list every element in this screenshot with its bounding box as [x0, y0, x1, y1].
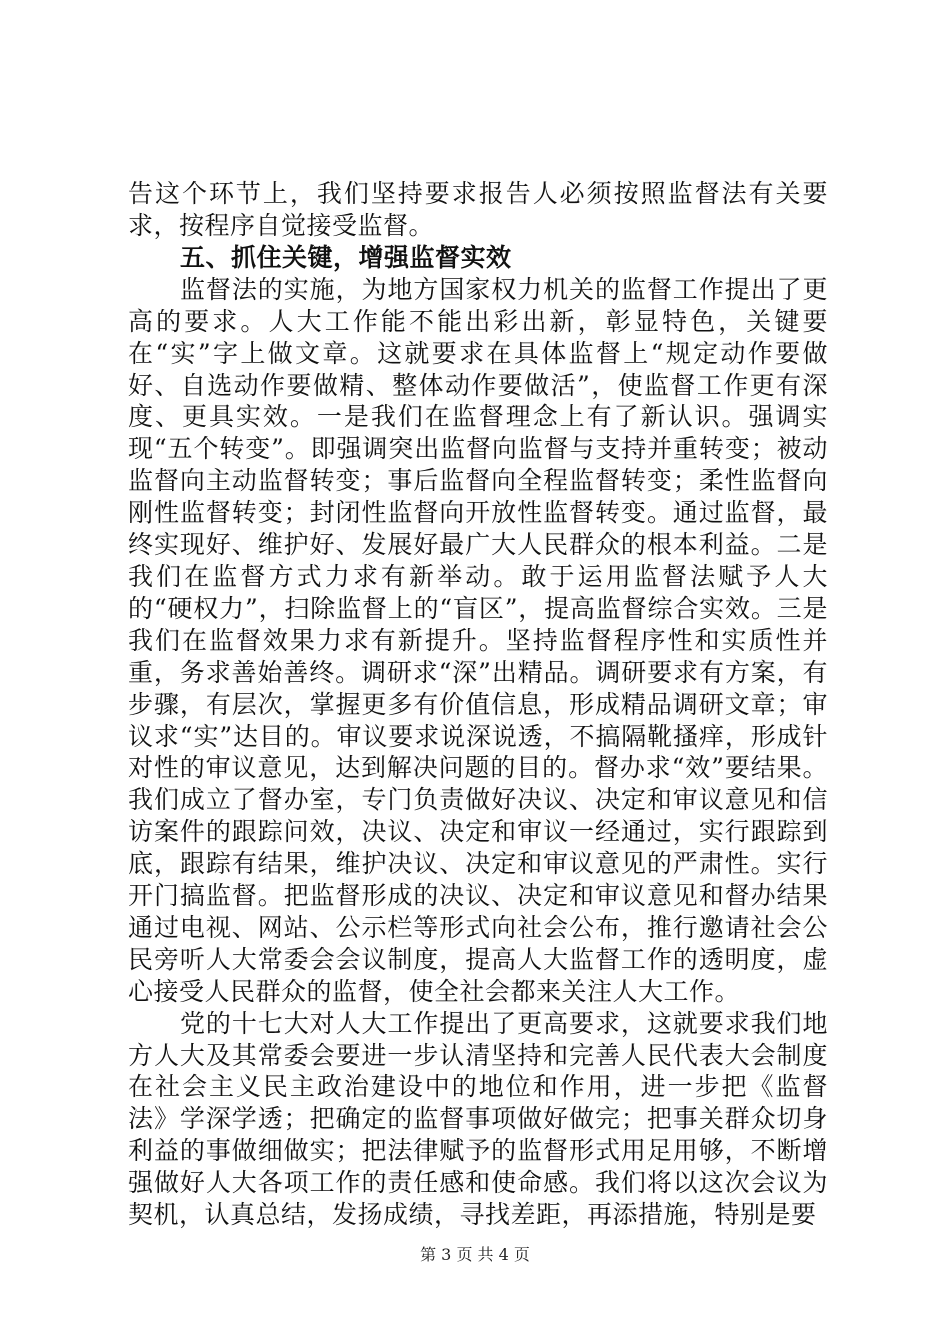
page-number-label: 第 3 页 共 4 页	[420, 1245, 530, 1264]
paragraph-body: 监督法的实施，为地方国家权力机关的监督工作提出了更高的要求。人大工作能不能出彩出新，彰显特色，关键要在“实”字上做文章。这就要求在具体监督上“规定动作要做好、自选动作要做精、整体动作要做活”，使监督工作更有深度、更具实效。一是我们在监督理念上有了新认识。强调实现“五个转变”。即强调突出监督向监督与支持并重转变；被动监督向主动监督转变；事后监督向全程监督转变；柔性监督向刚性监督转变；封闭性监督向开放性监督转变。通过监督，最终实现好、维护好、发展好最广大人民群众的根本利益。二是我们在监督方式力求有新举动。敢于运用监督法赋予人大的“硬权力”，扫除监督上的“盲区”，提高监督综合实效。三是我们在监督效果力求有新提升。坚持监督程序性和实质性并重，务求善始善终。调研求“深”出精品。调研要求有方案，有步骤，有层次，掌握更多有价值信息，形成精品调研文章；审议求“实”达目的。审议要求说深说透，不搞隔靴搔痒，形成针对性的审议意见，达到解决问题的目的。督办求“效”要结果。我们成立了督办室，专门负责做好决议、决定和审议意见和信访案件的跟踪问效，决议、决定和审议一经通过，实行跟踪到底，跟踪有结果，维护决议、决定和审议意见的严肃性。实行开门搞监督。把监督形成的决议、决定和审议意见和督办结果通过电视、网站、公示栏等形式向社会公布，推行邀请社会公民旁听人大常委会会议制度，提高人大监督工作的透明度，虚心接受人民群众的监督，使全社会都来关注人大工作。	[128, 274, 828, 1006]
document-body	[128, 178, 828, 1231]
paragraph-body: 党的十七大对人大工作提出了更高要求，这就要求我们地方人大及其常委会要进一步认清坚持和完善人民代表大会制度在社会主义民主政治建设中的地位和作用，进一步把《监督法》学深学透；把确定的监督事项做好做完；把事关群众切身利益的事做细做实；把法律赋予的监督形式用足用够，不断增强做好人大各项工作的责任感和使命感。我们将以这次会议为契机，认真总结，发扬成绩，寻找差距，再添措施，特别是要	[128, 1008, 828, 1230]
page-footer	[0, 1245, 950, 1265]
section-heading: 五、抓住关键，增强监督实效	[180, 242, 512, 272]
paragraph-continuation: 告这个环节上，我们坚持要求报告人必须按照监督法有关要求，按程序自觉接受监督。	[128, 179, 828, 240]
